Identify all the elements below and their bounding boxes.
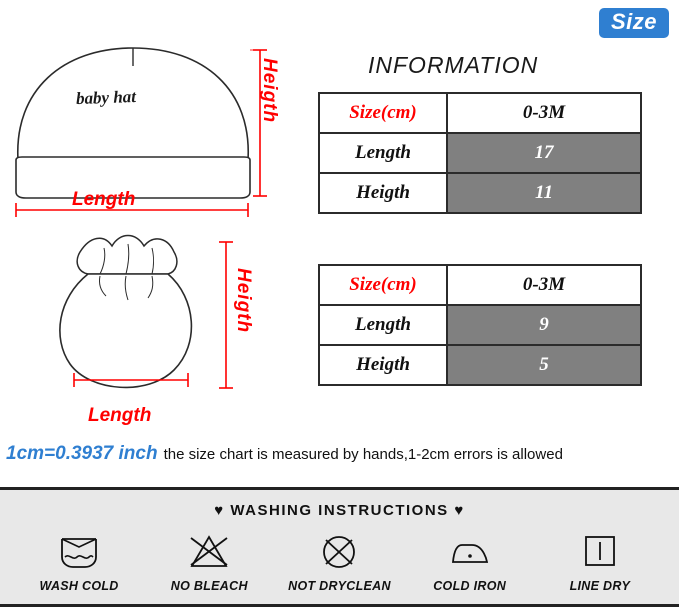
- size-badge: Size: [599, 8, 669, 38]
- bag-height-label: Heigth: [233, 268, 254, 334]
- washing-instructions-panel: [0, 487, 679, 607]
- table-header-age: 0-3M: [447, 93, 641, 133]
- table-row: [319, 345, 641, 385]
- hat-text-label: baby hat: [75, 86, 137, 109]
- washing-caption: NOT DRYCLEAN: [288, 579, 391, 593]
- line-dry-icon: [535, 529, 665, 573]
- row-label-length: Length: [319, 133, 447, 173]
- table-row: [319, 93, 641, 133]
- washing-instructions-title: ♥ WASHING INSTRUCTIONS ♥: [214, 502, 465, 519]
- value-heigth: 11: [447, 173, 641, 213]
- value-heigth: 5: [447, 345, 641, 385]
- wash-cold-icon: [14, 529, 144, 573]
- cold-iron-icon: [405, 529, 535, 573]
- size-table-bag: [318, 264, 642, 386]
- washing-icons-row: [0, 529, 679, 593]
- measurement-note: [6, 443, 674, 465]
- washing-icon-line-dry: [535, 529, 665, 593]
- bag-length-label: Length: [88, 405, 152, 426]
- table-header-age: 0-3M: [447, 265, 641, 305]
- table-row: [319, 305, 641, 345]
- value-length: 9: [447, 305, 641, 345]
- bag-diagram: [8, 228, 298, 423]
- row-label-length: Length: [319, 305, 447, 345]
- hat-height-label: Heigth: [259, 58, 280, 124]
- cm-to-inch-conversion: 1cm=0.3937 inch: [6, 443, 158, 464]
- no-bleach-icon: [144, 529, 274, 573]
- washing-icon-wash-cold: [14, 529, 144, 593]
- washing-icon-no-bleach: [144, 529, 274, 593]
- table-header-size: Size(cm): [319, 265, 447, 305]
- information-title: INFORMATION: [368, 52, 539, 78]
- washing-icon-cold-iron: [405, 529, 535, 593]
- size-table-hat: [318, 92, 642, 214]
- value-length: 17: [447, 133, 641, 173]
- not-dryclean-icon: [274, 529, 404, 573]
- washing-caption: WASH COLD: [39, 579, 119, 593]
- washing-caption: LINE DRY: [569, 579, 631, 593]
- row-label-heigth: Heigth: [319, 173, 447, 213]
- measurement-disclaimer: the size chart is measured by hands,1-2cm errors is allowed: [163, 446, 563, 463]
- bag-illustration: [8, 228, 298, 418]
- table-row: [319, 265, 641, 305]
- row-label-heigth: Heigth: [319, 345, 447, 385]
- table-header-size: Size(cm): [319, 93, 447, 133]
- washing-caption: NO BLEACH: [170, 579, 248, 593]
- washing-caption: COLD IRON: [433, 579, 507, 593]
- hat-length-label: Length: [72, 189, 136, 210]
- washing-icon-not-dryclean: [274, 529, 404, 593]
- table-row: [319, 173, 641, 213]
- table-row: [319, 133, 641, 173]
